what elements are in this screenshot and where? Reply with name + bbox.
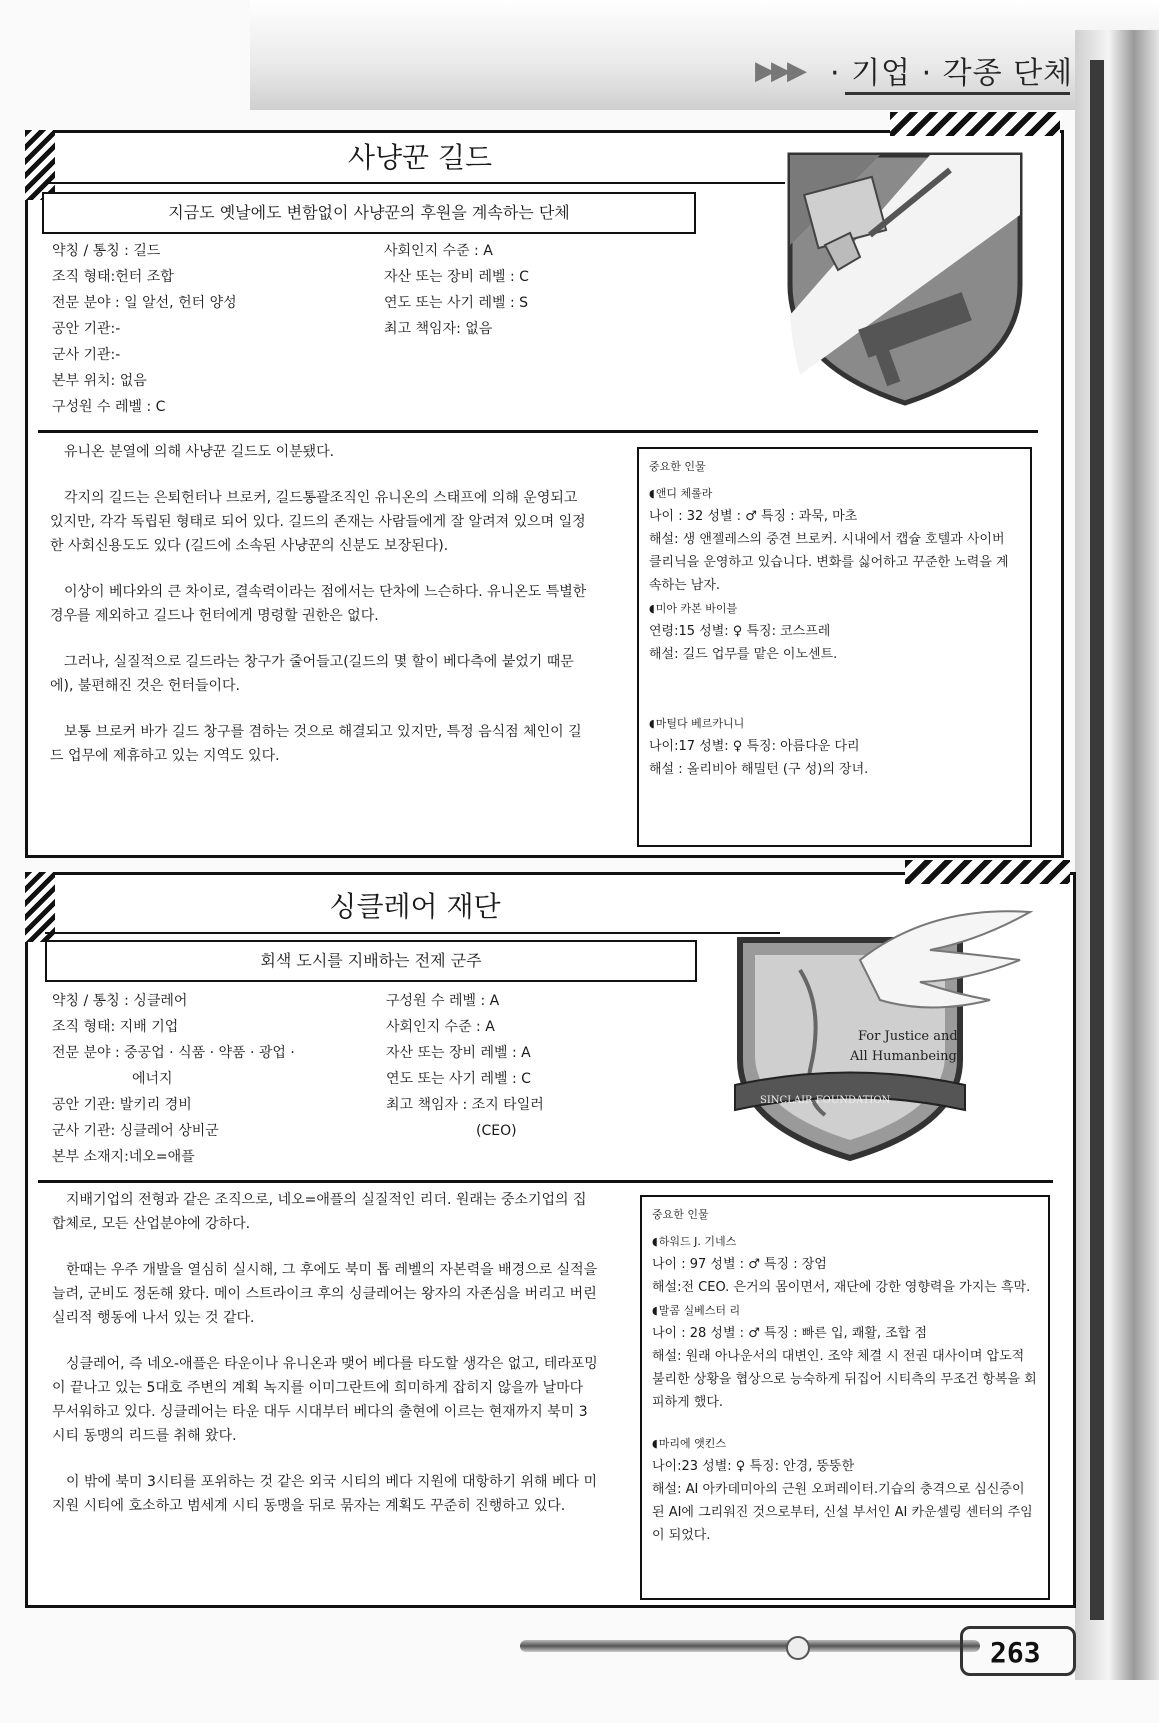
body-paragraph: 이 밖에 북미 3시티를 포위하는 것 같은 외국 시티의 베다 지원에 대항하기 위해 베다 미지원 시티에 호소하고 범세계 시티 동맹을 뒤로 묶자는 계획도 꾸준히 진행하고 있다. xyxy=(52,1474,598,1514)
page-number: 263 xyxy=(990,1636,1041,1669)
crest-motto-1: For Justice and xyxy=(858,1029,958,1044)
info-line: 약칭 / 통칭 : 길드 xyxy=(52,243,161,259)
person-desc: 해설: 원래 아나운서의 대변인. 조약 체결 시 전권 대사이며 압도적 불리한 상황을 협상으로 능숙하게 뒤집어 시티측의 무조건 항복을 회피하게 했다. xyxy=(652,1349,1037,1410)
info-line: 연도 또는 사기 레벨 : S xyxy=(384,295,529,311)
sinclair-key-people xyxy=(640,1195,1050,1600)
corner-stripes xyxy=(25,130,55,200)
sinclair-info-right xyxy=(386,988,544,1144)
info-line: 구성원 수 레벨 : A xyxy=(386,993,500,1009)
info-line: 조직 형태:헌터 조합 xyxy=(52,269,174,285)
guild-title: 사냥꾼 길드 xyxy=(347,141,493,174)
person-desc: 해설: 생 앤젤레스의 중견 브로커. 시내에서 캡슐 호텔과 사이버 클리닉을 운영하고 있습니다. 변화를 싫어하고 꾸준한 노력을 계속하는 남자. xyxy=(649,532,1009,593)
info-line: 최고 책임자 : 조지 타일러 xyxy=(386,1097,544,1113)
info-line: 공안 기관:- xyxy=(52,321,121,337)
person-name: ◖ 미아 카본 바이블 xyxy=(649,597,1020,620)
person-stats: 나이 : 32 성별 : ♂ 특징 : 과묵, 마초 xyxy=(649,509,858,524)
right-frame-bar xyxy=(1090,60,1104,1620)
body-paragraph: 각지의 길드는 은퇴헌터나 브로커, 길드통괄조직인 유니온의 스태프에 의해 운영되고 있지만, 각각 독립된 형태로 되어 있다. 길드의 존재는 사람들에게 잘 알려져 있으며 일정한 사회신용도도 있다 (길드에 소속된 사냥꾼의 신분도 보장된다). xyxy=(50,490,586,554)
info-line: 최고 책임자: 없음 xyxy=(384,321,493,337)
crest-banner-text: SINCLAIR FOUNDATION xyxy=(760,1095,891,1106)
footer-knob xyxy=(786,1636,810,1660)
person-name: ◖ 하워드 J. 기네스 xyxy=(652,1230,1038,1253)
person-name: ◖ 마리에 앳킨스 xyxy=(652,1432,1038,1455)
sinclair-info-left xyxy=(52,988,295,1170)
sinclair-subtitle: 회색 도시를 지배하는 전제 군주 xyxy=(45,940,697,982)
person-stats: 나이:23 성별: ♀ 특징: 안경, 뚱뚱한 xyxy=(652,1459,855,1474)
body-paragraph: 보통 브로커 바가 길드 창구를 겸하는 것으로 해결되고 있지만, 특정 음식점 체인이 길드 업무에 제휴하고 있는 지역도 있다. xyxy=(50,724,582,764)
people-header: 중요한 인물 xyxy=(649,460,706,473)
person-desc: 해설: 길드 업무를 맡은 이노센트. xyxy=(649,647,838,662)
sinclair-body xyxy=(52,1188,600,1540)
info-line: 자산 또는 장비 레벨 : C xyxy=(384,269,529,285)
person-name: ◖ 앤디 체롤라 xyxy=(649,482,1020,505)
body-paragraph: 싱클레어, 즉 네오-애플은 타운이나 유니온과 맺어 베다를 타도할 생각은 없고, 테라포밍이 끝나고 있는 5대호 주변의 계획 녹지를 이미그란트에 희미하게 잡히지 않을까 날마다 무서워하고 있다. 싱클레어는 타운 대두 시대부터 베다의 출현에 이르는 현재까지 북미 3시티 동맹의 리드를 취해 왔다. xyxy=(52,1356,598,1444)
info-line: 전문 분야 : 중공업 · 식품 · 약품 · 광업 · xyxy=(52,1045,295,1061)
body-paragraph: 그러나, 실질적으로 길드라는 창구가 줄어들고(길드의 몇 할이 베다측에 붙었기 때문에), 불편해진 것은 헌터들이다. xyxy=(50,654,574,694)
sinclair-crest-emblem xyxy=(730,900,1040,1165)
info-line: 약칭 / 통칭 : 싱클레어 xyxy=(52,993,188,1009)
info-line: 조직 형태: 지배 기업 xyxy=(52,1019,179,1035)
info-line: 사회인지 수준 : A xyxy=(384,243,493,259)
person-desc: 해설 : 올리비아 해밀턴 (구 성)의 장녀. xyxy=(649,762,869,777)
guild-subtitle: 지금도 옛날에도 변함없이 사냥꾼의 후원을 계속하는 단체 xyxy=(42,192,696,234)
sinclair-title: 싱클레어 재단 xyxy=(329,890,501,923)
right-frame xyxy=(1075,30,1159,1680)
footer-band xyxy=(520,1640,980,1652)
person-name: ◖ 말콤 실베스터 리 xyxy=(652,1299,1038,1322)
info-line: (CEO) xyxy=(476,1123,517,1139)
stripe-deco xyxy=(905,860,1070,884)
body-paragraph: 지배기업의 전형과 같은 조직으로, 네오=애플의 실질적인 리더. 원래는 중소기업의 집합체로, 모든 산업분야에 강하다. xyxy=(52,1192,587,1232)
guild-body xyxy=(50,440,595,790)
body-paragraph: 이상이 베다와의 큰 차이로, 결속력이라는 점에서는 단차에 느슨하다. 유니온도 특별한 경우를 제외하고 길드나 헌터에게 명령할 권한은 없다. xyxy=(50,584,587,624)
person-stats: 나이 : 28 성별 : ♂ 특징 : 빠른 입, 쾌활, 조합 점 xyxy=(652,1326,928,1341)
guild-key-people xyxy=(637,447,1032,847)
info-line: 전문 분야 : 일 알선, 헌터 양성 xyxy=(52,295,237,311)
person-stats: 나이:17 성별: ♀ 특징: 아름다운 다리 xyxy=(649,739,860,754)
info-line: 사회인지 수준 : A xyxy=(386,1019,495,1035)
person-stats: 나이 : 97 성별 : ♂ 특징 : 장엄 xyxy=(652,1257,827,1272)
info-line: 연도 또는 사기 레벨 : C xyxy=(386,1071,531,1087)
info-line: 공안 기관: 발키리 경비 xyxy=(52,1097,192,1113)
person-name: ◖ 마틸다 베르카니니 xyxy=(649,712,1020,735)
person-desc: 해설: AI 아카데미아의 근원 오퍼레이터.기습의 충격으로 심신증이 된 AI에 그리워진 것으로부터, 신설 부서인 AI 카운셀링 센터의 주임이 되었다. xyxy=(652,1482,1033,1543)
crest-motto-2: All Humanbeing xyxy=(850,1049,957,1064)
guild-crest-emblem xyxy=(780,145,1030,410)
body-paragraph: 한때는 우주 개발을 열심히 실시해, 그 후에도 북미 톱 레벨의 자본력을 배경으로 실적을 늘려, 군비도 정돈해 왔다. 메이 스트라이크 후의 싱클레어는 왕자의 자존심을 버리고 버린 실리적 행동에 나서 있는 것 같다. xyxy=(52,1262,598,1326)
guild-info-right xyxy=(384,238,529,342)
info-line: 구성원 수 레벨 : C xyxy=(52,399,166,415)
section-rule xyxy=(38,1180,1053,1183)
body-paragraph: 유니온 분열에 의해 사냥꾼 길드도 이분됐다. xyxy=(64,444,335,460)
header-section-label: · 기업 · 각종 단체 xyxy=(830,56,1074,91)
people-header: 중요한 인물 xyxy=(652,1208,709,1221)
guild-info-left xyxy=(52,238,237,420)
header-arrows: ▶▶▶ xyxy=(755,56,803,86)
info-line: 본부 소재지:네오=애플 xyxy=(52,1149,195,1165)
info-line: 군사 기관: 싱클레어 상비군 xyxy=(52,1123,219,1139)
stripe-deco xyxy=(890,112,1060,136)
section-rule xyxy=(38,430,1038,433)
header-underline xyxy=(845,92,1070,95)
info-line: 자산 또는 장비 레벨 : A xyxy=(386,1045,531,1061)
title-rule xyxy=(45,182,785,184)
info-line: 군사 기관:- xyxy=(52,347,121,363)
info-line: 본부 위치: 없음 xyxy=(52,373,147,389)
person-desc: 해설:전 CEO. 은거의 몸이면서, 재단에 강한 영향력을 가지는 흑막. xyxy=(652,1280,1031,1295)
title-rule xyxy=(45,932,780,934)
person-stats: 연령:15 성별: ♀ 특징: 코스프레 xyxy=(649,624,831,639)
info-line: 에너지 xyxy=(132,1071,173,1087)
